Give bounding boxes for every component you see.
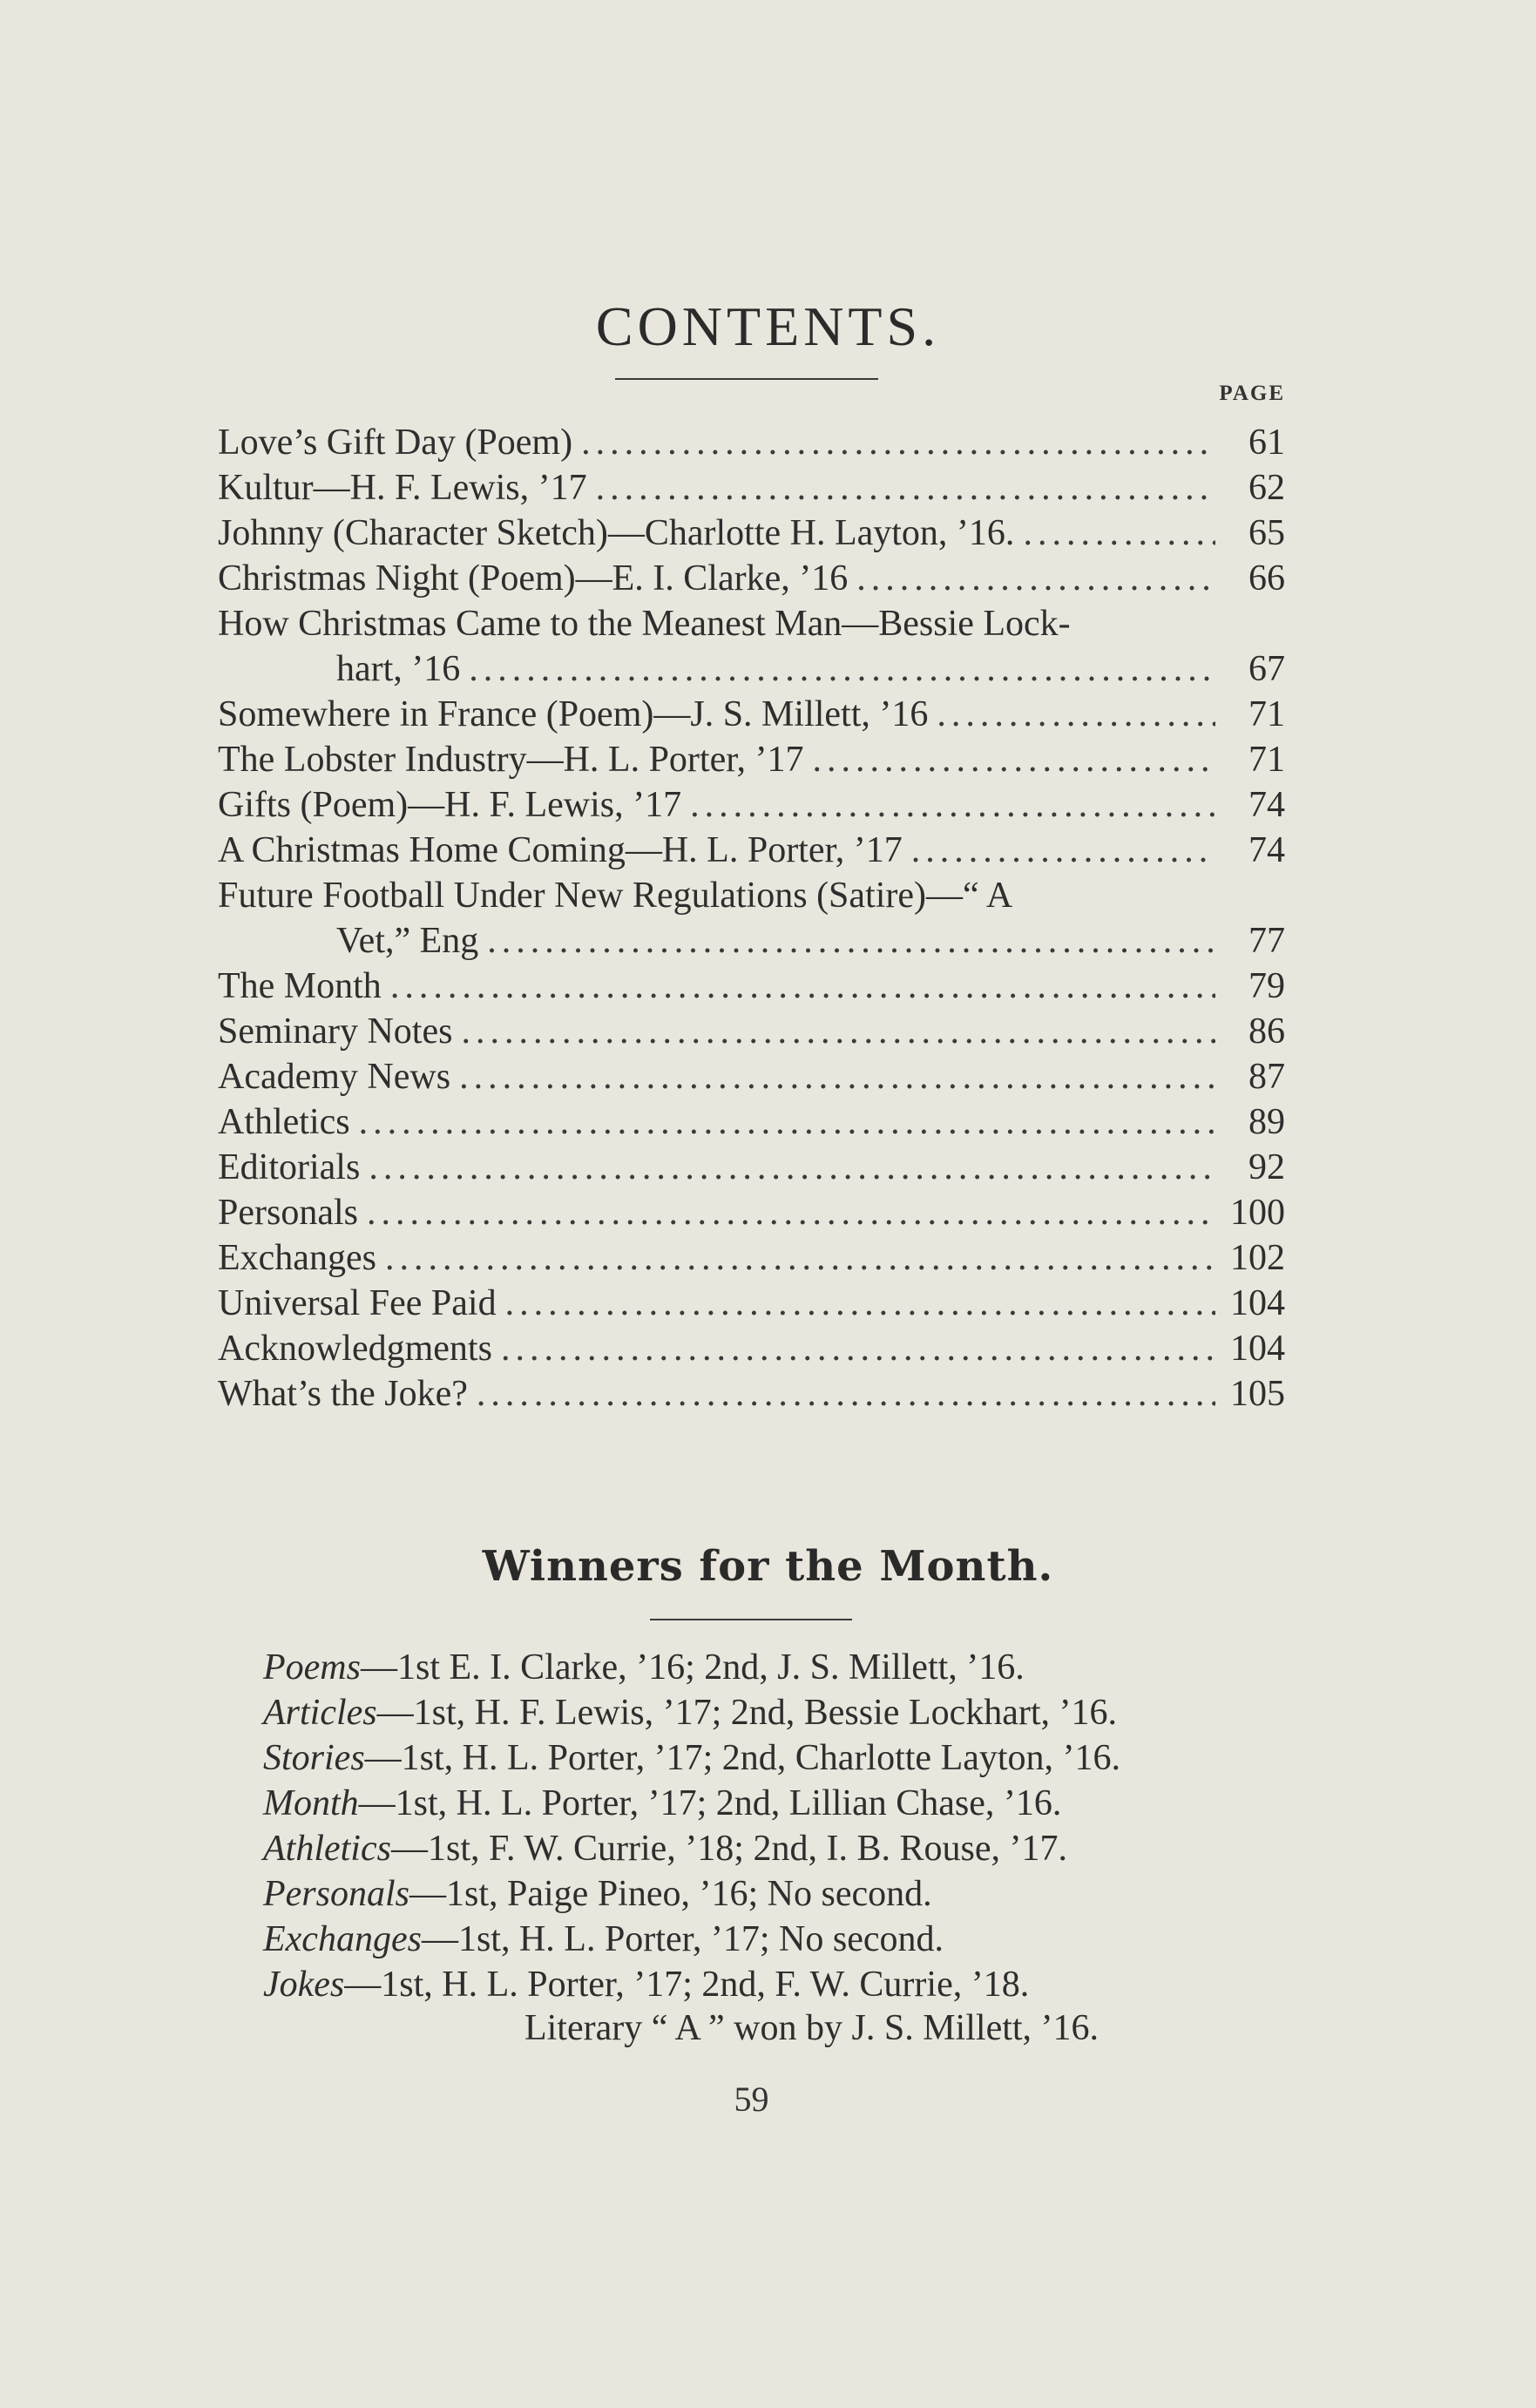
toc-entry-page: 61 [1248,423,1285,463]
toc-entry-title-continued: hart, ’16 [336,649,461,689]
dot-leader [459,1054,1215,1099]
toc-entry-page: 92 [1248,1147,1285,1187]
toc-entry-title: Somewhere in France (Poem)—J. S. Millett, ’16 [218,694,929,734]
toc-entry [218,1099,1285,1145]
dot-leader [813,737,1215,782]
literary-award: Literary “ A ” won by J. S. Millett, ’16. [524,2008,1100,2048]
toc-entry-page: 74 [1248,830,1285,870]
winner-category: Stories [263,1738,365,1778]
toc-entry-title: How Christmas Came to the Meanest Man—Bessie Lock- [218,604,1071,644]
toc-entry [218,1190,1285,1235]
toc-entry-title: Future Football Under New Regulations (Satire)—“ A [218,876,1013,916]
dot-leader [385,1235,1215,1281]
toc-entry-page: 74 [1248,785,1285,825]
toc-entry-page: 89 [1248,1102,1285,1142]
dot-leader [1023,511,1215,556]
toc-entry-title: Universal Fee Paid [218,1283,497,1323]
toc-entry-title: Editorials [218,1147,361,1187]
toc-entry-page: 67 [1248,649,1285,689]
toc-entry [218,828,1285,873]
winner-row [263,1690,1309,1735]
dot-leader [477,1371,1215,1417]
toc-entry-page: 66 [1248,558,1285,599]
winner-row [263,1917,1309,1962]
toc-entry-continuation [218,646,1285,692]
dot-leader [390,964,1215,1009]
toc-entry [218,420,1285,465]
winner-category: Jokes [263,1965,345,2005]
toc-entry-page: 71 [1248,740,1285,780]
toc-entry [218,964,1285,1009]
toc-entry [218,1235,1285,1281]
toc-entry-title: Seminary Notes [218,1011,453,1052]
toc-entry-page: 86 [1248,1011,1285,1052]
winners-heading: Winners for the Month. [482,1542,1054,1591]
dot-leader [461,1009,1215,1054]
toc-entry-title: Exchanges [218,1238,376,1278]
toc-entry [218,1054,1285,1099]
toc-entry-title: Love’s Gift Day (Poem) [218,423,573,463]
winner-row [263,1871,1309,1917]
winner-names: —1st, H. L. Porter, ’17; No second. [421,1919,944,1959]
contents-title: CONTENTS. [595,295,941,357]
toc-entry-page: 102 [1230,1238,1285,1278]
page-number: 59 [734,2080,769,2119]
toc-entry-title: Acknowledgments [218,1329,492,1369]
dot-leader [487,918,1215,964]
winner-names: —1st, H. L. Porter, ’17; 2nd, F. W. Currie, ’18. [344,1965,1030,2005]
dot-leader [856,556,1215,601]
winner-row [263,1962,1309,2007]
winner-category: Personals [263,1874,409,1914]
page-column-header: PAGE [1219,382,1285,405]
toc-entry-title: Personals [218,1193,358,1233]
toc-entry [218,692,1285,737]
winner-names: —1st, H. F. Lewis, ’17; 2nd, Bessie Lockhart, ’16. [376,1693,1118,1733]
toc-entry-title: What’s the Joke? [218,1374,468,1414]
winner-row [263,1826,1309,1871]
winner-category: Poems [263,1647,361,1688]
title-divider [615,378,878,380]
toc-entry-title: The Lobster Industry—H. L. Porter, ’17 [218,740,804,780]
winner-category: Exchanges [263,1919,422,1959]
dot-leader [596,465,1215,511]
toc-entry-page: 65 [1248,513,1285,553]
toc-entry-page: 105 [1230,1374,1285,1414]
winner-row [263,1645,1309,1690]
toc-entry [218,737,1285,782]
toc-entry [218,465,1285,511]
toc-entry-page: 100 [1230,1193,1285,1233]
toc-entry [218,1371,1285,1417]
toc-entry-page: 104 [1230,1283,1285,1323]
winner-category: Month [263,1783,359,1823]
winner-row [263,1781,1309,1826]
toc-entry-title: Kultur—H. F. Lewis, ’17 [218,468,587,508]
winner-row [263,1735,1309,1781]
winner-names: —1st E. I. Clarke, ’16; 2nd, J. S. Millett, ’16. [360,1647,1025,1688]
dot-leader [505,1281,1215,1326]
toc-entry-page: 62 [1248,468,1285,508]
winners-divider [650,1619,852,1620]
dot-leader [359,1099,1215,1145]
dot-leader [937,692,1215,737]
toc-entry-title: Academy News [218,1057,451,1097]
toc-entry-title: Athletics [218,1102,350,1142]
toc-entry [218,873,1285,918]
toc-entry [218,556,1285,601]
toc-entry [218,1281,1285,1326]
dot-leader [501,1326,1215,1371]
winner-category: Athletics [263,1829,391,1869]
toc-entry-title: The Month [218,966,382,1006]
dot-leader [911,828,1215,873]
toc-entry-page: 87 [1248,1057,1285,1097]
dot-leader [581,420,1215,465]
winner-names: —1st, F. W. Currie, ’18; 2nd, I. B. Rouse, ’17. [390,1829,1067,1869]
toc-entry-title: A Christmas Home Coming—H. L. Porter, ’17 [218,830,903,870]
dot-leader [369,1145,1215,1190]
table-of-contents [218,420,1285,1417]
winner-names: —1st, Paige Pineo, ’16; No second. [409,1874,932,1914]
toc-entry-title-continued: Vet,” Eng [336,921,479,961]
toc-entry [218,511,1285,556]
toc-entry [218,1145,1285,1190]
toc-entry [218,1009,1285,1054]
winner-category: Articles [263,1693,377,1733]
toc-entry-title: Christmas Night (Poem)—E. I. Clarke, ’16 [218,558,849,599]
toc-entry-continuation [218,918,1285,964]
dot-leader [367,1190,1215,1235]
dot-leader [690,782,1215,828]
toc-entry-page: 71 [1248,694,1285,734]
toc-entry-title: Johnny (Character Sketch)—Charlotte H. Layton, ’16. [218,513,1015,553]
toc-entry [218,782,1285,828]
toc-entry [218,1326,1285,1371]
toc-entry-page: 104 [1230,1329,1285,1369]
toc-entry-page: 77 [1248,921,1285,961]
toc-entry-page: 79 [1248,966,1285,1006]
winner-names: —1st, H. L. Porter, ’17; 2nd, Lillian Chase, ’16. [358,1783,1062,1823]
dot-leader [469,646,1215,692]
winner-names: —1st, H. L. Porter, ’17; 2nd, Charlotte Layton, ’16. [364,1738,1121,1778]
toc-entry [218,601,1285,646]
winners-list [263,1645,1309,2007]
toc-entry-title: Gifts (Poem)—H. F. Lewis, ’17 [218,785,682,825]
